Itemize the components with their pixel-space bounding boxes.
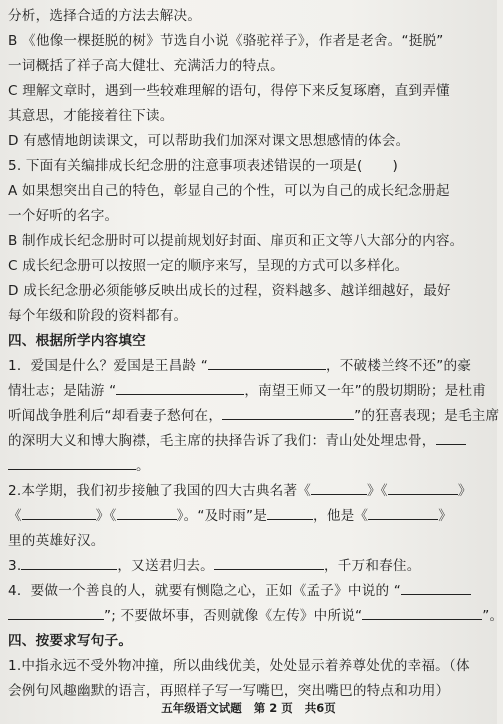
question-text: ) <box>392 158 398 174</box>
text-line: B 《他像一棵挺脱的树》节选自小说《骆驼祥子》，作者是老舍。“挺脱” <box>8 33 444 49</box>
text-line: C 理解文章时，遇到一些较难理解的语句，得停下来反复琢磨，直到弄懂 <box>8 83 450 99</box>
text-line: 1.中指永远不受外物冲撞，所以曲线优美，处处显示着养尊处优的幸福。（体 <box>8 658 470 674</box>
answer-blank[interactable] <box>436 431 466 445</box>
fill-line <box>8 554 481 579</box>
fill-text: ，不破楼兰终不还”的豪 <box>325 358 472 374</box>
option-c: C 成长纪念册可以按照一定的顺序来写，呈现的方式可以多样化。 <box>8 258 409 274</box>
fill-line <box>8 429 481 454</box>
fill-line <box>8 404 500 429</box>
answer-blank[interactable] <box>21 556 117 570</box>
option-d-cont: 每个年级和阶段的资料都有。 <box>8 308 188 324</box>
fill-line <box>8 479 481 504</box>
fill-text: ”的狂喜表现；是毛主席 <box>354 408 500 424</box>
fill-text: ，南望王师又一年”的殷切期盼；是杜甫 <box>244 383 487 399</box>
fill-text: 的深明大义和博大胸襟，毛主席的抉择告诉了我们：青山处处埋忠骨， <box>8 433 436 449</box>
answer-blank[interactable] <box>267 506 313 520</box>
question-5 <box>8 154 481 179</box>
fill-line <box>8 604 503 629</box>
answer-blank[interactable] <box>8 606 104 620</box>
fill-line <box>8 579 481 604</box>
question-text: 5. 下面有关编排成长纪念册的注意事项表述错误的一项是( <box>8 158 363 174</box>
fill-text: 》《 <box>95 508 117 524</box>
section-heading: 四、按要求写句子。 <box>8 633 133 649</box>
fill-text: ”。 <box>482 608 503 624</box>
fill-text: 4．要做一个善良的人，就要有恻隐之心，正如《孟子》中说的 “ <box>8 583 402 599</box>
fill-text: 》 <box>457 483 472 499</box>
fill-text: ”; 不要做坏事，否则就像《左传》中所说“ <box>104 608 363 624</box>
fill-line <box>8 504 481 529</box>
answer-blank[interactable] <box>22 506 96 520</box>
answer-blank[interactable] <box>401 581 471 595</box>
answer-blank[interactable] <box>222 406 354 420</box>
fill-text: 3. <box>8 558 22 574</box>
answer-blank[interactable] <box>208 356 326 370</box>
fill-text: ，他是《 <box>313 508 369 524</box>
page-footer <box>0 700 497 716</box>
fill-text: ，千万和春住。 <box>323 558 421 574</box>
fill-text: ，又送君归去。 <box>117 558 214 574</box>
answer-blank[interactable] <box>8 456 136 470</box>
answer-blank[interactable] <box>388 481 458 495</box>
fill-text: 2.本学期，我们初步接触了我国的四大古典名著《 <box>8 483 312 499</box>
option-b: B 制作成长纪念册时可以提前规划好封面、扉页和正文等八大部分的内容。 <box>8 233 464 249</box>
fill-text: 听闻战争胜利后“却看妻子愁何在， <box>8 408 223 424</box>
text-line: 一词概括了祥子高大健壮、充满活力的特点。 <box>8 58 284 74</box>
answer-blank[interactable] <box>368 506 438 520</box>
answer-blank[interactable] <box>362 606 482 620</box>
fill-text: 。 <box>136 458 150 474</box>
fill-line <box>8 354 481 379</box>
text-line: 分析，选择合适的方法去解决。 <box>8 8 202 24</box>
footer-total: 共6页 <box>304 701 336 715</box>
fill-text: 情壮志；是陆游 “ <box>8 383 117 399</box>
answer-blank[interactable] <box>214 556 324 570</box>
answer-blank[interactable] <box>117 506 177 520</box>
footer-page: 第 2 页 <box>253 701 293 715</box>
text-line: D 有感情地朗读课文，可以帮助我们加深对课文思想感情的体会。 <box>8 133 410 149</box>
answer-blank[interactable] <box>311 481 367 495</box>
option-a-cont: 一个好听的名字。 <box>8 208 119 224</box>
section-heading: 四、根据所学内容填空 <box>8 333 146 349</box>
option-d: D 成长纪念册必须能够反映出成长的过程，资料越多、越详细越好，最好 <box>8 283 451 299</box>
answer-blank[interactable] <box>116 381 244 395</box>
fill-line <box>8 454 481 479</box>
fill-text: 《 <box>8 508 22 524</box>
fill-text: 》 <box>438 508 453 524</box>
fill-text: 》。“及时雨”是 <box>176 508 268 524</box>
fill-line: 里的英雄好汉。 <box>8 533 105 549</box>
text-line: 其意思，才能接着往下读。 <box>8 108 174 124</box>
fill-text: 》《 <box>367 483 388 499</box>
fill-text: 1．爱国是什么？爱国是王昌龄 “ <box>8 358 208 374</box>
fill-line <box>8 379 487 404</box>
text-line: 会例句风趣幽默的语言，再照样子写一写嘴巴，突出嘴巴的特点和功用） <box>8 683 450 699</box>
option-a: A 如果想突出自己的特色，彰显自己的个性，可以为自己的成长纪念册起 <box>8 183 450 199</box>
footer-subject: 五年级语文试题 <box>161 701 242 715</box>
